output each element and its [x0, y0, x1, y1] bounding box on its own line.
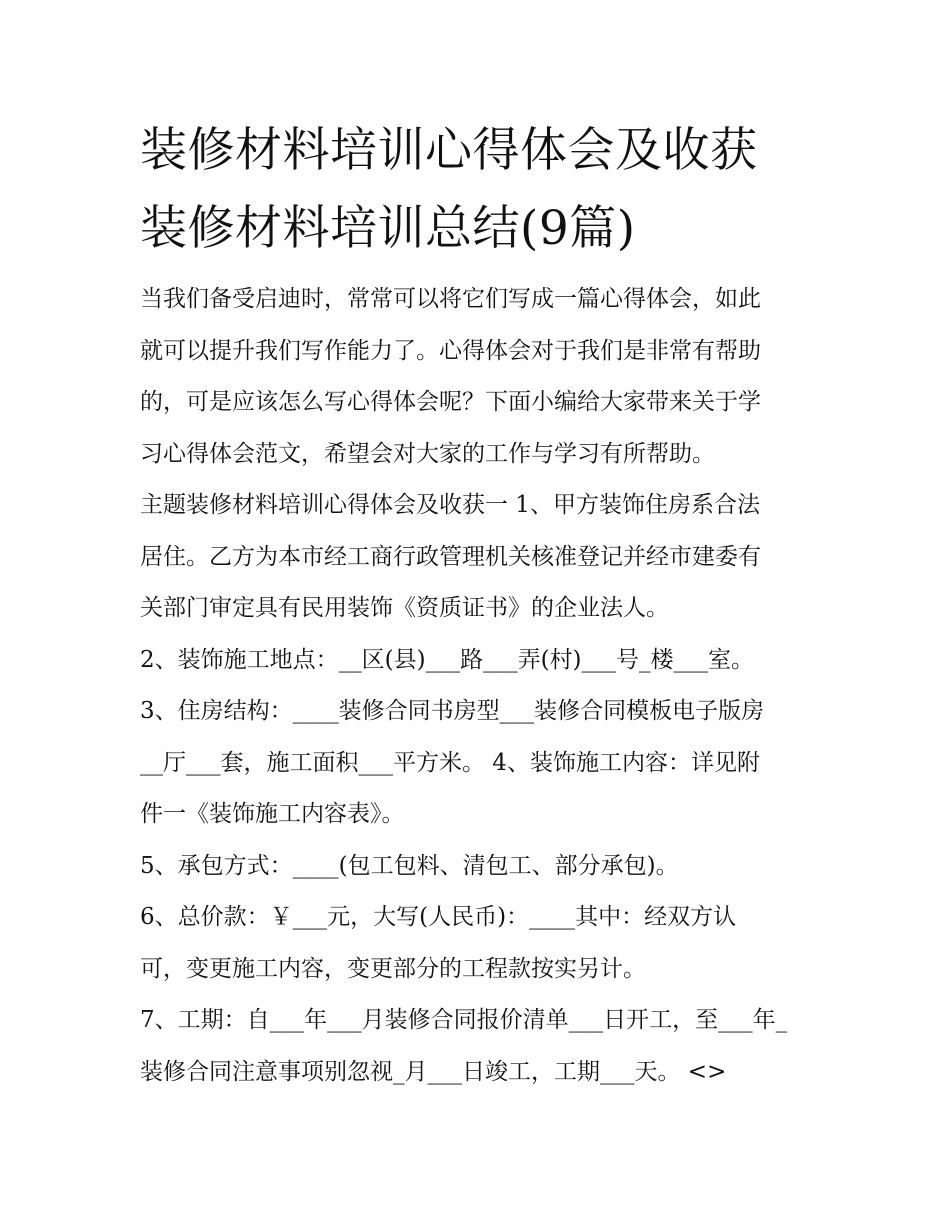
document-body — [140, 279, 820, 1103]
body-line: 主题装修材料培训心得体会及收获一 1、甲方装饰住房系合法 — [140, 492, 760, 518]
body-line: 当我们备受启迪时，常常可以将它们写成一篇心得体会，如此 — [140, 286, 761, 312]
body-line: 件一《装饰施工内容表》。 — [140, 801, 405, 827]
body-line: 可，变更施工内容，变更部分的工程款按实另计。 — [140, 955, 646, 982]
document-title — [140, 112, 840, 268]
title-line-2: 装修材料培训总结(9篇) — [140, 201, 636, 256]
body-line: __厅___套，施工面积___平方米。 4、装饰施工内容：详见附 — [140, 749, 760, 776]
body-line: 3、住房结构：____装修合同书房型___装修合同模板电子版房 — [140, 698, 765, 724]
body-line: 就可以提升我们写作能力了。心得体会对于我们是非常有帮助 — [140, 337, 761, 364]
body-line: 居住。乙方为本市经工商行政管理机关核准登记并经市建委有 — [140, 543, 761, 570]
body-line: 5、承包方式：____(包工包料、清包工、部分承包)。 — [140, 852, 679, 879]
body-line: 关部门审定具有民用装饰《资质证书》的企业法人。 — [140, 595, 669, 621]
title-line-1: 装修材料培训心得体会及收获 — [140, 123, 758, 178]
body-line: 6、总价款：￥___元，大写(人民币)：____其中：经双方认 — [140, 904, 737, 930]
body-line: 7、工期：自___年___月装修合同报价清单___日开工，至___年_ — [140, 1007, 788, 1033]
body-line: 的，可是应该怎么写心得体会呢？下面小编给大家带来关于学 — [140, 389, 761, 415]
body-line: 习心得体会范文，希望会对大家的工作与学习有所帮助。 — [140, 440, 715, 467]
body-line: 装修合同注意事项别忽视_月___日竣工，工期___天。 <> — [140, 1058, 727, 1085]
body-line: 2、装饰施工地点：__区(县)___路___弄(村)___号_楼___室。 — [140, 646, 755, 673]
